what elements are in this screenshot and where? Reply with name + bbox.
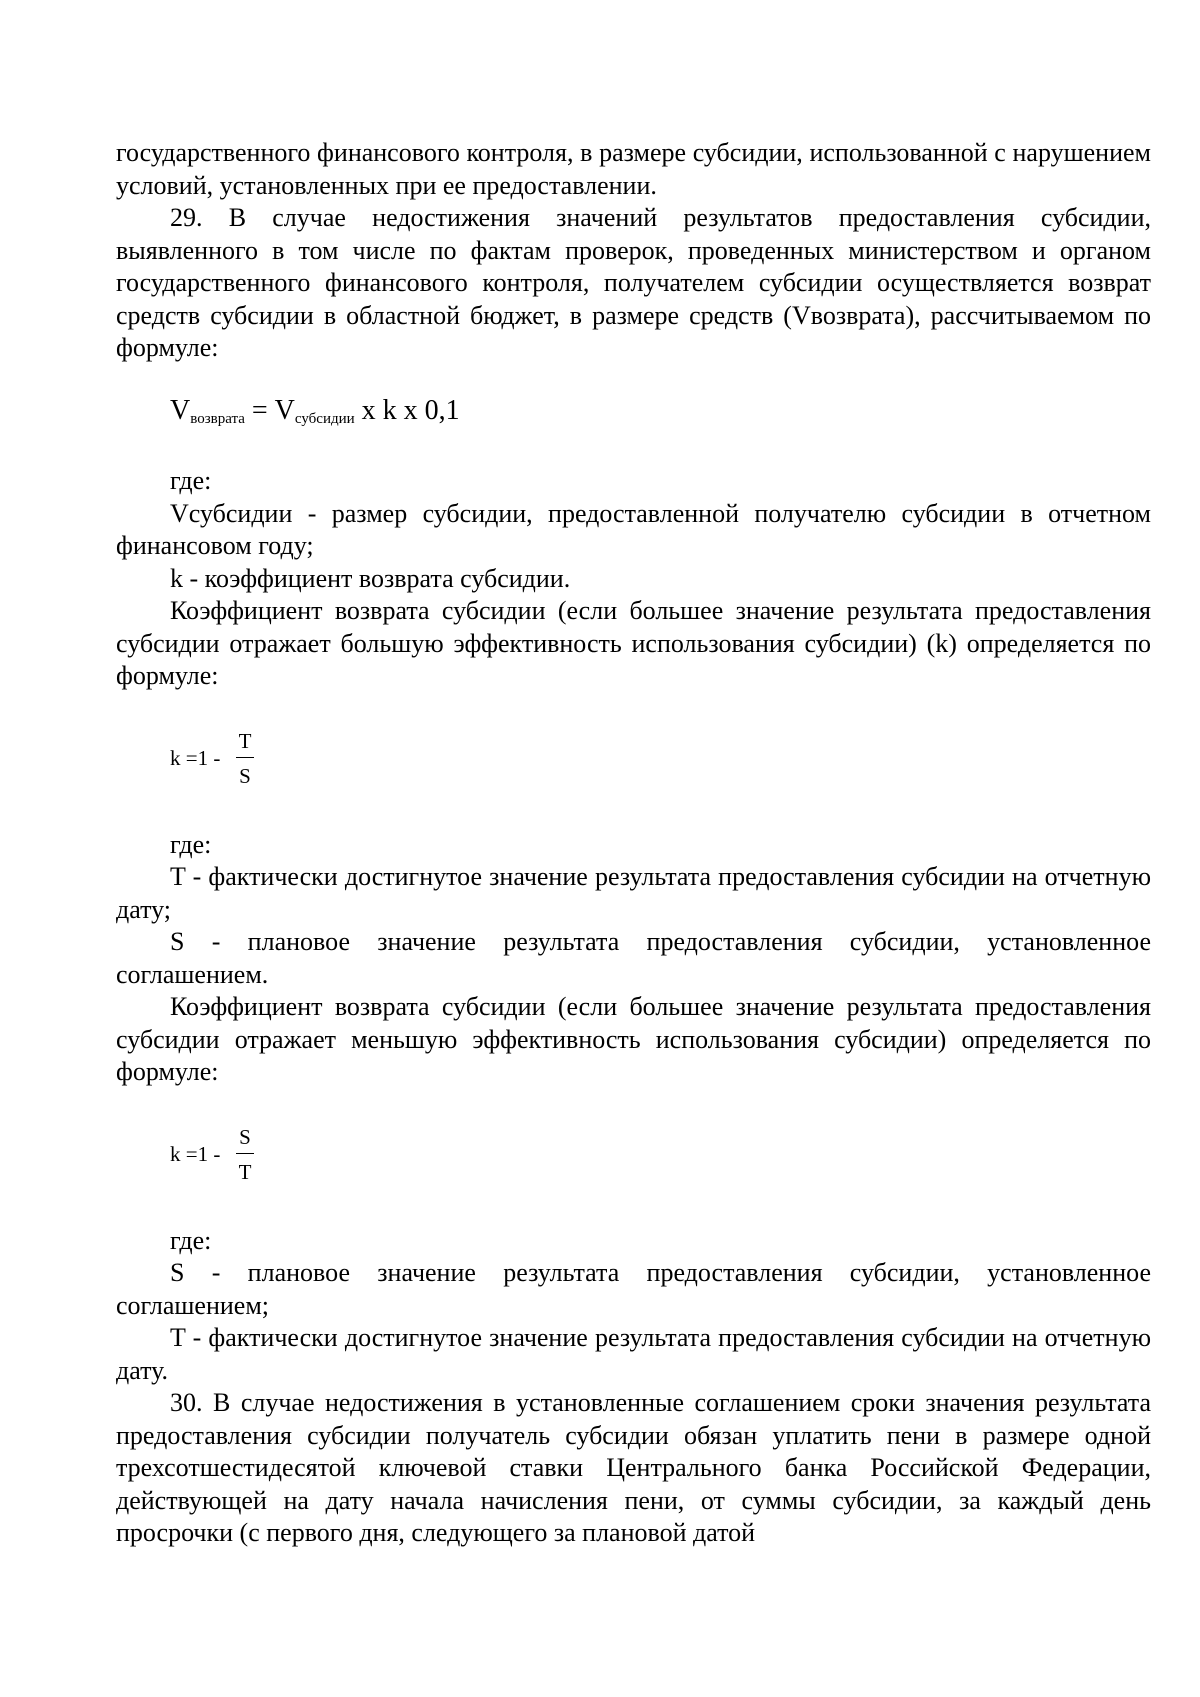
paragraph-coefficient-lesser: Коэффициент возврата субсидии (если большее значение результата предоставления субсидии отражает меньшую эффективность использования субсидии) определяется по формуле: [116,992,1151,1086]
formula-k-t-over-s: k =1 - T S [170,727,1151,795]
paragraph-29: 29. В случае недостижения значений результатов предоставления субсидии, выявленного в том числе по фактам проверок, проведенных министерством и органом государственного финансового контроля, получателем субсидии осуществляется возврат средств субсидии в областной бюджет, в размере средств (Vвозврата), рассчитываемом по формуле: [116,203,1151,362]
definition-k: k - коэффициент возврата субсидии. [170,563,571,593]
where-label: где: [170,466,212,495]
where-label: где: [170,829,212,859]
paragraph-coefficient-greater: Коэффициент возврата субсидии (если большее значение результата предоставления субсидии отражает большую эффективность использования субсидии) (k) определяется по формуле: [116,596,1151,690]
where-label: где: [170,1225,212,1255]
formula-k-s-over-t: k =1 - S T [170,1123,1151,1191]
definition-t: T - фактически достигнутое значение результата предоставления субсидии на отчетную дату; [116,862,1151,924]
formula-return-volume: $V_{возврата} = V_{субсидии}$ x k x 0,1 [170,394,460,427]
paragraph-continuation: государственного финансового контроля, в размере субсидии, использованной с нарушением условий, установленных при ее предоставлении. [116,138,1151,200]
definition-s: S - плановое значение результата предоставления субсидии, установленное соглашением. [116,927,1151,989]
definition-s: S - плановое значение результата предоставления субсидии, установленное соглашением; [116,1258,1151,1320]
paragraph-30: 30. В случае недостижения в установленные соглашением сроки значения результата предоставления субсидии получатель субсидии обязан уплатить пени в размере одной трехсотшестидесятой ключевой ставки Центрального банка Российской Федерации, действующей на дату начала начисления пени, от суммы субсидии, за каждый день просрочки (с первого дня, следующего за плановой датой [116,1388,1151,1547]
definition-t: T - фактически достигнутое значение результата предоставления субсидии на отчетную дату. [116,1323,1151,1385]
definition-vsubsidy: Vсубсидии - размер субсидии, предоставленной получателю субсидии в отчетном финансовом году; [116,498,1151,560]
page-text [116,137,1151,1550]
